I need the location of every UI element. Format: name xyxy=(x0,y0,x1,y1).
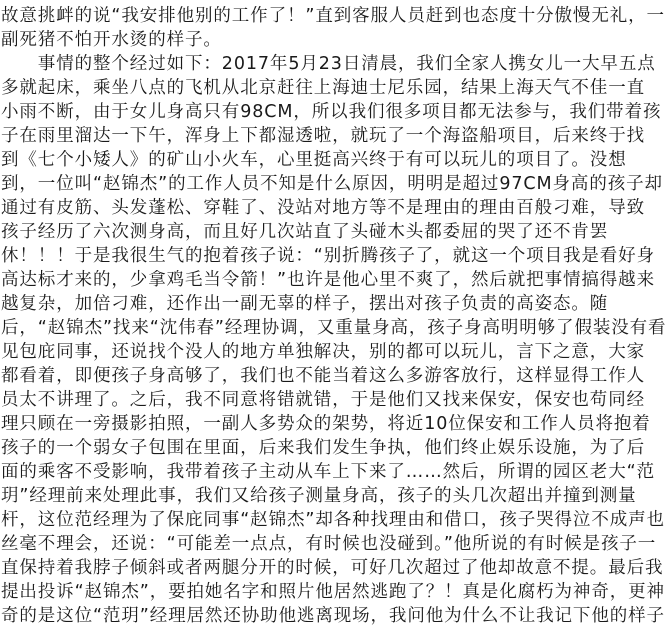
text-line: 见包庇同事，还说找个没人的地方单独解决，别的都可以玩儿，言下之意，大家 xyxy=(1,342,645,362)
text-line: 越复杂，加倍刁难，还作出一副无辜的样子，摆出对孩子负责的高姿态。随 xyxy=(1,294,609,314)
text-line: 面的乘客不受影响，我带着孩子主动从车上下来了……然后，所谓的园区老大“范 xyxy=(1,462,655,482)
text-line: 故意挑衅的说“我安排他别的工作了！”直到客服人员赶到也态度十分傲慢无礼，一 xyxy=(1,6,665,26)
text-line: 到，一位叫“赵锦杰”的工作人员不知是什么原因，明明是超过97CM身高的孩子却 xyxy=(1,174,663,194)
text-line: 奇的是这位“范玥”经理居然还协助他逃离现场，我问他为什么不让我记下他的样子 xyxy=(1,606,665,626)
text-line: 提出投诉“赵锦杰”，要拍她名字和照片他居然逃跑了？！真是化腐朽为神奇，更神 xyxy=(1,582,665,602)
text-line: 到《七个小矮人》的矿山小火车，心里挺高兴终于有可以玩儿的项目了。没想 xyxy=(1,150,627,170)
text-line: 丝毫不理会，还说：“可能差一点点，有时候也没碰到。”他所说的有时候是孩子一 xyxy=(1,534,657,554)
text-line: 小雨不断，由于女儿身高只有98CM，所以我们很多项目都无法参与，我们带着孩 xyxy=(1,102,662,122)
text-line: 杆，这位范经理为了保庇同事“赵锦杰”却各种找理由和借口，孩子哭得泣不成声也 xyxy=(1,510,665,530)
text-line: 员太不讲理了。之后，我不同意将错就错，于是他们又找来保安，保安也苟同经 xyxy=(1,390,645,410)
text-line: 都看着，即便孩子身高够了，我们也不能当着这么多游客放行，这样显得工作人 xyxy=(1,366,645,386)
text-line: 休！！！于是我很生气的抱着孩子说：“别折腾孩子了，就这一个项目我是看好身 xyxy=(1,246,655,266)
text-line: 直保持着我脖子倾斜或者两腿分开的时候，可好几次超过了他却故意不提。最后我 xyxy=(1,558,664,578)
text-line: 理只顾在一旁摄影拍照，一副人多势众的架势，将近10位保安和工作人员将抱着 xyxy=(1,414,651,434)
text-line: 玥”经理前来处理此事，我们又给孩子测量身高，孩子的头几次超出并撞到测量 xyxy=(1,486,637,506)
text-line: 多就起床，乘坐八点的飞机从北京赶往上海迪士尼乐园，结果上海天气不佳一直 xyxy=(1,78,645,98)
text-line: 后，“赵锦杰”找来“沈伟春”经理协调，又重量身高，孩子身高明明够了假装没有看 xyxy=(1,318,666,338)
text-line: 子在雨里溜达一下午，浑身上下都湿透啦，就玩了一个海盗船项目，后来终于找 xyxy=(1,126,645,146)
text-line: 孩子的一个弱女子包围在里面，后来我们发生争执，他们终止娱乐设施，为了后 xyxy=(1,438,645,458)
text-line: 高达标才来的，少拿鸡毛当令箭！”也许是他心里不爽了，然后就把事情搞得越来 xyxy=(1,270,655,290)
text-line: 事情的整个经过如下：2017年5月23日清晨，我们全家人携女儿一大早五点 xyxy=(1,54,656,74)
text-line: 通过有皮筋、头发蓬松、穿鞋了、没站对地方等不是理由的理由百般刁难，导致 xyxy=(1,198,645,218)
text-line: 孩子经历了六次测身高，而且好几次站直了头碰木头都委屈的哭了还不肯罢 xyxy=(1,222,609,242)
text-line: 副死猪不怕开水烫的样子。 xyxy=(1,30,222,50)
